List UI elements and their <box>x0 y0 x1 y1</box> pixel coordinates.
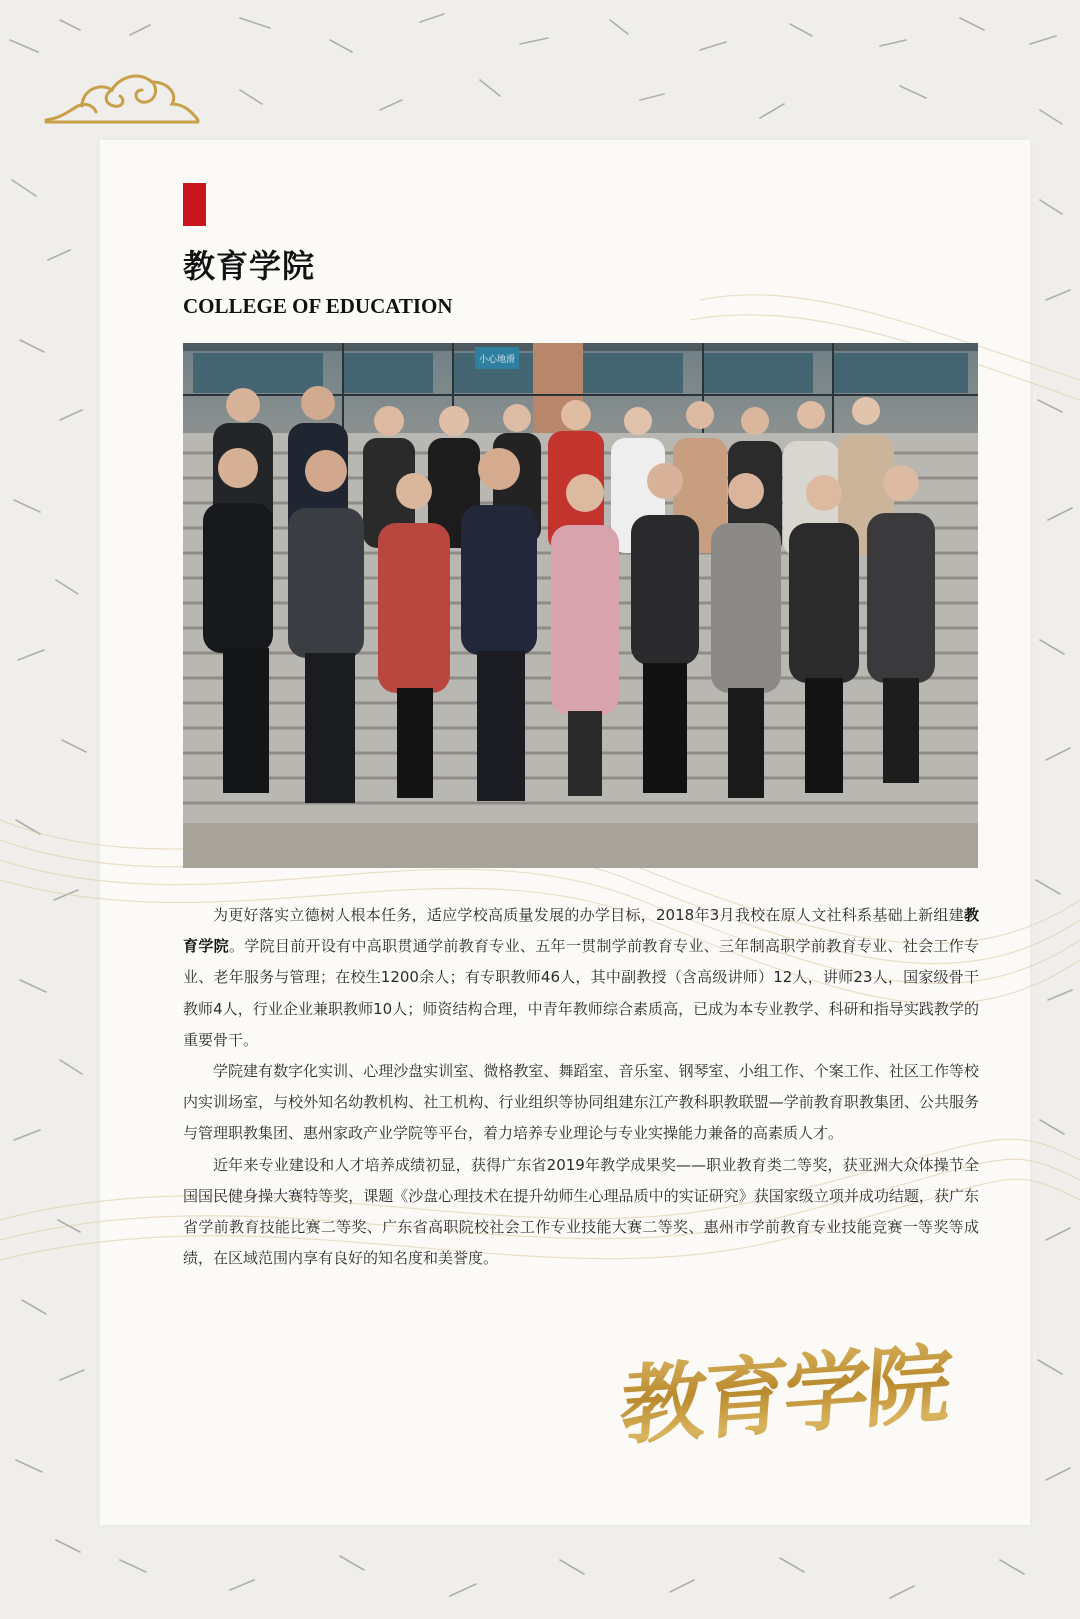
paragraph-achievements: 近年来专业建设和人才培养成绩初显，获得广东省2019年教学成果奖——职业教育类二等奖，获亚洲大众体操节全国国民健身操大赛特等奖，课题《沙盘心理技术在提升幼师生心理品质中的实证研究》获国家级立项并成功结题，获广东省学前教育技能比赛二等奖、广东省高职院校社会工作专业技能大赛二等奖、惠州市学前教育专业技能竞赛一等奖等成绩，在区域范围内享有良好的知名度和美誉度。 <box>183 1155 979 1268</box>
paragraph-intro <box>183 900 979 1056</box>
photo-sign-text: 小心地滑 <box>478 355 516 365</box>
college-description <box>183 900 979 1274</box>
paragraph-intro-lead: 为更好落实立德树人根本任务，适应学校高质量发展的办学目标，2018年3月我校在原人文社科系基础上新组建 <box>213 906 964 924</box>
cloud-emblem-icon <box>42 60 202 135</box>
college-name-highlight: 教育学院 <box>183 906 979 956</box>
paragraph-intro-rest: 。学院目前开设有中高职贯通学前教育专业、五年一贯制学前教育专业、三年制高职学前教育专业、社会工作专业、老年服务与管理；在校生1200余人；有专职教师46人，其中副教授（含高级讲师）12人，讲师23人，国家级骨干教师4人，行业企业兼职教师10人；师资结构合理，中青年教师综合素质高，已成为本专业教学、科研和指导实践教学的重要骨干。 <box>183 937 979 1049</box>
page-title: 教育学院 <box>183 247 316 285</box>
calligraphy-signature: 教育学院 <box>615 1307 985 1483</box>
section-accent-bar <box>183 183 206 226</box>
group-photo <box>183 343 978 868</box>
page-subtitle-english: COLLEGE OF EDUCATION <box>183 294 453 318</box>
paragraph-facilities: 学院建有数字化实训、心理沙盘实训室、微格教室、舞蹈室、音乐室、钢琴室、小组工作、个案工作、社区工作等校内实训场室，与校外知名幼教机构、社工机构、行业组织等协同组建东江产教科职教联盟—学前教育职教集团、公共服务与管理职教集团、惠州家政产业学院等平台，着力培养专业理论与专业实操能力兼备的高素质人才。 <box>183 1062 979 1143</box>
